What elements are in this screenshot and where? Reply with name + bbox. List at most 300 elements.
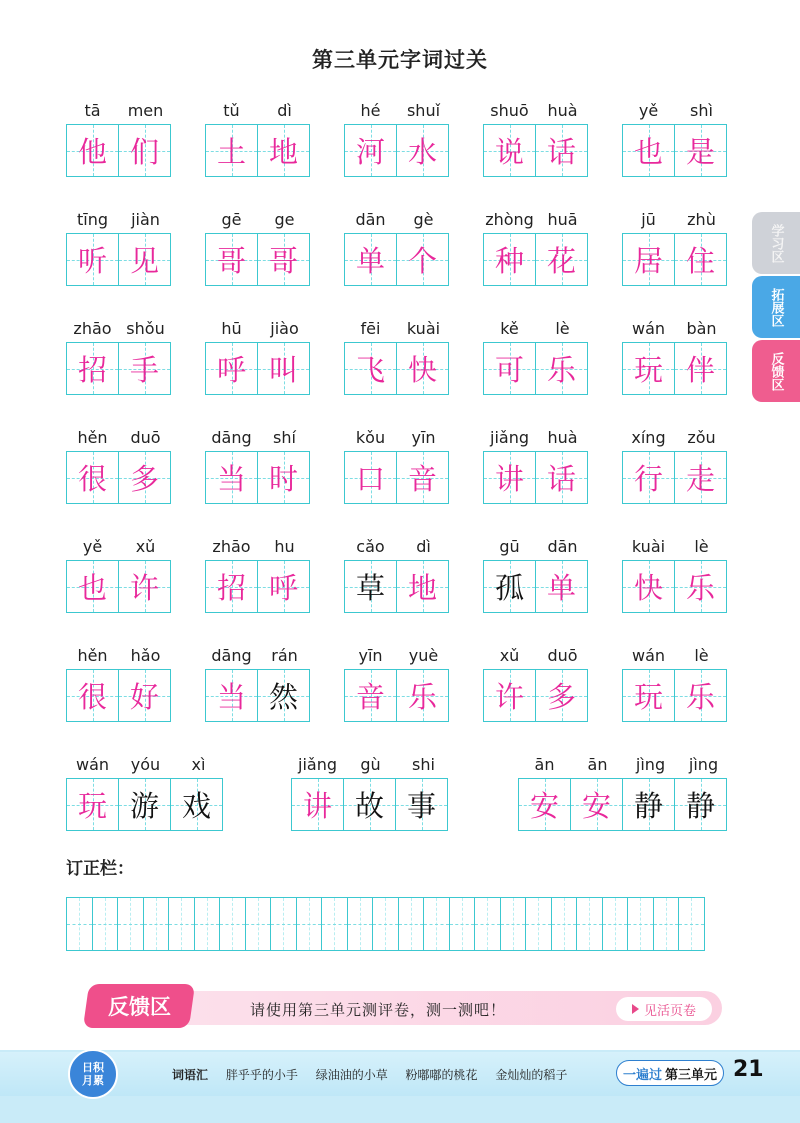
pinyin: zhòng [485, 210, 534, 229]
pinyin: hěn [77, 428, 108, 447]
character-boxes [622, 560, 727, 613]
pinyin-row [344, 314, 450, 338]
pinyin-row [483, 641, 589, 665]
character-box [343, 779, 395, 830]
character-boxes [205, 669, 310, 722]
character: 也 [633, 135, 663, 169]
pinyin-row [483, 314, 589, 338]
character-box [396, 343, 448, 394]
character: 乐 [546, 353, 576, 387]
word-item [622, 532, 728, 613]
correction-cell[interactable] [474, 898, 500, 950]
see-sheet-button[interactable] [616, 997, 712, 1021]
character-boxes [344, 124, 449, 177]
character-boxes [344, 233, 449, 286]
character-box [535, 452, 587, 503]
character-box [674, 234, 726, 285]
pinyin-row [483, 205, 589, 229]
character-boxes [483, 124, 588, 177]
pinyin: wán [631, 319, 666, 338]
word-item [291, 750, 450, 831]
character-boxes [205, 124, 310, 177]
character-boxes [344, 342, 449, 395]
pinyin: yě [82, 537, 103, 556]
pinyin: lè [694, 537, 709, 556]
correction-cell[interactable] [576, 898, 602, 950]
pinyin: zhù [687, 210, 716, 229]
character-box [170, 779, 222, 830]
character: 水 [407, 135, 437, 169]
pinyin: shǒu [126, 319, 165, 338]
brand-badge [616, 1060, 724, 1086]
character: 讲 [302, 789, 332, 823]
pinyin-row [483, 96, 589, 120]
character: 快 [633, 571, 663, 605]
character-box [206, 343, 257, 394]
character-box [206, 125, 257, 176]
character-box [345, 670, 396, 721]
pinyin-row [66, 641, 172, 665]
character: 单 [355, 244, 385, 278]
character: 说 [494, 135, 524, 169]
correction-cell[interactable] [525, 898, 551, 950]
character-box [67, 779, 118, 830]
character-box [118, 343, 170, 394]
pinyin-row [483, 532, 589, 556]
character-box [535, 125, 587, 176]
character-box [535, 343, 587, 394]
pinyin-row [66, 750, 225, 774]
character-box [484, 343, 535, 394]
pinyin: bàn [686, 319, 717, 338]
character-box [674, 670, 726, 721]
word-item [66, 641, 172, 722]
pinyin: dān [547, 537, 578, 556]
character: 音 [407, 462, 437, 496]
character-box [257, 125, 309, 176]
pinyin: dì [416, 537, 431, 556]
word-item [66, 532, 172, 613]
character: 然 [268, 680, 298, 714]
character: 孤 [494, 571, 524, 605]
character: 招 [77, 353, 107, 387]
character: 当 [216, 680, 246, 714]
character: 乐 [407, 680, 437, 714]
pinyin: jìng [688, 755, 719, 774]
pinyin-row [518, 750, 730, 774]
pinyin: tā [84, 101, 101, 120]
word-item [483, 532, 589, 613]
character: 哥 [216, 244, 246, 278]
character: 单 [546, 571, 576, 605]
vocab-label: 词语汇 [172, 1068, 209, 1082]
pinyin-row [622, 532, 728, 556]
character-box [206, 234, 257, 285]
correction-cell[interactable] [653, 898, 679, 950]
pinyin: huà [547, 101, 578, 120]
character-box [396, 452, 448, 503]
pinyin: jiào [270, 319, 299, 338]
character: 口 [355, 462, 385, 496]
pinyin: xǔ [499, 646, 520, 665]
character-boxes [344, 669, 449, 722]
character-box [206, 561, 257, 612]
correction-cell[interactable] [117, 898, 143, 950]
character: 叫 [268, 353, 298, 387]
character-box [257, 670, 309, 721]
correction-cell[interactable] [449, 898, 475, 950]
character: 故 [354, 789, 384, 823]
pinyin-row [344, 423, 450, 447]
correction-cell[interactable] [398, 898, 424, 950]
character: 安 [581, 789, 611, 823]
word-item [622, 205, 728, 286]
character-box [623, 125, 674, 176]
play-icon [632, 1004, 639, 1014]
pinyin: wán [631, 646, 666, 665]
pinyin: kǒu [355, 428, 386, 447]
pinyin: dāng [211, 428, 252, 447]
pinyin-row [66, 532, 172, 556]
character-box [535, 561, 587, 612]
correction-cell[interactable] [372, 898, 398, 950]
word-item [622, 641, 728, 722]
correction-cell[interactable] [67, 898, 92, 950]
pinyin: rán [271, 646, 298, 665]
word-item [205, 641, 311, 722]
pinyin-row [205, 314, 311, 338]
pinyin-row [344, 641, 450, 665]
pinyin: duō [130, 428, 161, 447]
character-boxes [483, 233, 588, 286]
character-boxes [205, 451, 310, 504]
tab-study[interactable]: 学习区 [752, 212, 800, 274]
word-item [483, 641, 589, 722]
character: 乐 [685, 680, 715, 714]
character-boxes [483, 560, 588, 613]
character-box [257, 452, 309, 503]
character: 地 [268, 135, 298, 169]
word-item [622, 314, 728, 395]
character-box [484, 452, 535, 503]
character: 很 [77, 680, 107, 714]
daily-logo [68, 1049, 118, 1099]
character: 住 [685, 244, 715, 278]
correction-cell[interactable] [321, 898, 347, 950]
character: 玩 [633, 680, 663, 714]
character-box [623, 452, 674, 503]
correction-cell[interactable] [270, 898, 296, 950]
pinyin-row [344, 205, 450, 229]
character: 戏 [181, 789, 211, 823]
character: 话 [546, 135, 576, 169]
character-box [674, 561, 726, 612]
character: 居 [633, 244, 663, 278]
character-box [535, 234, 587, 285]
pinyin: huà [547, 428, 578, 447]
character-box [206, 670, 257, 721]
word-item [205, 423, 311, 504]
character: 话 [546, 462, 576, 496]
correction-cell[interactable] [143, 898, 169, 950]
word-item [205, 205, 311, 286]
character-box [623, 343, 674, 394]
character: 玩 [77, 789, 107, 823]
character-boxes [66, 233, 171, 286]
pinyin-row [483, 423, 589, 447]
character: 走 [685, 462, 715, 496]
pinyin-row [66, 96, 172, 120]
character: 音 [355, 680, 385, 714]
character: 个 [407, 244, 437, 278]
character: 土 [216, 135, 246, 169]
pinyin: yuè [408, 646, 439, 665]
word-item [483, 314, 589, 395]
character: 种 [494, 244, 524, 278]
correction-cell[interactable] [627, 898, 653, 950]
word-item [483, 205, 589, 286]
character-boxes [205, 342, 310, 395]
word-item [344, 96, 450, 177]
pinyin: zǒu [687, 428, 716, 447]
tab-feedback[interactable]: 反馈区 [752, 340, 800, 402]
character: 玩 [633, 353, 663, 387]
word-item [66, 750, 225, 831]
pinyin: yóu [130, 755, 161, 774]
pinyin: jū [641, 210, 656, 229]
character-box [206, 452, 257, 503]
character: 安 [529, 789, 559, 823]
character-boxes [66, 124, 171, 177]
pinyin-row [205, 532, 311, 556]
character-box [257, 343, 309, 394]
pinyin: jiǎng [298, 755, 337, 774]
pinyin: gū [499, 537, 520, 556]
character-box [396, 125, 448, 176]
pinyin: zhāo [212, 537, 251, 556]
character: 多 [546, 680, 576, 714]
pinyin: yīn [411, 428, 436, 447]
character-box [118, 452, 170, 503]
character: 许 [494, 680, 524, 714]
character: 很 [77, 462, 107, 496]
character: 招 [216, 571, 246, 605]
pinyin: xíng [631, 428, 666, 447]
character-box [118, 779, 170, 830]
character-box [623, 234, 674, 285]
character-boxes [291, 778, 448, 831]
character-box [396, 670, 448, 721]
pinyin: cǎo [356, 537, 385, 556]
pinyin: tīng [76, 210, 108, 229]
word-item [622, 423, 728, 504]
pinyin: xì [191, 755, 206, 774]
character: 呼 [268, 571, 298, 605]
character-box [622, 779, 674, 830]
word-item [483, 96, 589, 177]
character-box [118, 670, 170, 721]
character: 也 [77, 571, 107, 605]
vocab-item: 粉嘟嘟的桃花 [405, 1068, 478, 1082]
see-sheet-label: 见活页卷 [643, 1003, 696, 1019]
character: 当 [216, 462, 246, 496]
pinyin: ge [274, 210, 295, 229]
pinyin-row [622, 205, 728, 229]
character-boxes [66, 669, 171, 722]
character-box [395, 779, 447, 830]
correction-cell[interactable] [168, 898, 194, 950]
feedback-badge [83, 984, 195, 1028]
character: 游 [129, 789, 159, 823]
character-boxes [66, 451, 171, 504]
character: 多 [129, 462, 159, 496]
vocab-item: 金灿灿的稻子 [495, 1068, 568, 1082]
pinyin: yě [638, 101, 659, 120]
character-box [535, 670, 587, 721]
page-number: 21 [733, 1057, 764, 1082]
character: 他 [77, 135, 107, 169]
correction-label: 订正栏： [66, 859, 134, 879]
correction-cell[interactable] [92, 898, 118, 950]
character: 时 [268, 462, 298, 496]
correction-cell[interactable] [245, 898, 271, 950]
pinyin-row [344, 532, 450, 556]
correction-cell[interactable] [678, 898, 704, 950]
word-item [66, 314, 172, 395]
character-box [674, 125, 726, 176]
character-box [484, 670, 535, 721]
word-item [205, 96, 311, 177]
character-boxes [622, 669, 727, 722]
character-boxes [66, 342, 171, 395]
character: 是 [685, 135, 715, 169]
character-box [484, 234, 535, 285]
pinyin: hu [274, 537, 295, 556]
character-boxes [518, 778, 727, 831]
pinyin: men [127, 101, 164, 120]
character: 见 [129, 244, 159, 278]
character: 呼 [216, 353, 246, 387]
correction-cell[interactable] [500, 898, 526, 950]
character: 好 [129, 680, 159, 714]
character-boxes [483, 451, 588, 504]
pinyin-row [291, 750, 450, 774]
correction-grid[interactable] [66, 897, 705, 951]
pinyin-row [622, 96, 728, 120]
character-box [67, 343, 118, 394]
pinyin: dān [355, 210, 386, 229]
character-box [396, 561, 448, 612]
pinyin: fēi [360, 319, 381, 338]
correction-cell[interactable] [423, 898, 449, 950]
pinyin-row [205, 96, 311, 120]
pinyin-row [205, 205, 311, 229]
pinyin: kuài [631, 537, 666, 556]
pinyin-row [344, 96, 450, 120]
character-box [292, 779, 343, 830]
correction-cell[interactable] [347, 898, 373, 950]
pinyin: xǔ [135, 537, 156, 556]
character-box [519, 779, 570, 830]
character-boxes [483, 342, 588, 395]
character: 事 [406, 789, 436, 823]
feedback-badge-label: 反馈区 [107, 995, 171, 1019]
pinyin: kuài [406, 319, 441, 338]
character: 哥 [268, 244, 298, 278]
pinyin: tǔ [223, 101, 240, 120]
character-box [674, 343, 726, 394]
pinyin: shuō [490, 101, 529, 120]
correction-cell[interactable] [551, 898, 577, 950]
character: 手 [129, 353, 159, 387]
character-boxes [622, 342, 727, 395]
pinyin: shuǐ [406, 101, 441, 120]
word-item [344, 423, 450, 504]
character: 行 [633, 462, 663, 496]
character: 地 [407, 571, 437, 605]
tab-extend[interactable]: 拓展区 [752, 276, 800, 338]
correction-cell[interactable] [296, 898, 322, 950]
pinyin: jiàn [131, 210, 160, 229]
pinyin: dì [277, 101, 292, 120]
pinyin: gē [221, 210, 242, 229]
side-tabs [752, 212, 800, 404]
logo-line2: 月累 [82, 1074, 104, 1087]
vocab-item: 胖乎乎的小手 [225, 1068, 298, 1082]
logo-line1: 日积 [82, 1061, 104, 1074]
pinyin: yīn [358, 646, 383, 665]
word-item [344, 641, 450, 722]
correction-cell[interactable] [602, 898, 628, 950]
character-box [257, 561, 309, 612]
character-boxes [66, 560, 171, 613]
character: 乐 [685, 571, 715, 605]
character: 花 [546, 244, 576, 278]
pinyin-row [205, 641, 311, 665]
character-box [67, 452, 118, 503]
pinyin: hé [360, 101, 381, 120]
character-boxes [344, 560, 449, 613]
character-box [674, 452, 726, 503]
pinyin-row [66, 423, 172, 447]
character-box [484, 125, 535, 176]
character-box [345, 125, 396, 176]
brand-unit: 第三单元 [665, 1067, 718, 1083]
character-boxes [66, 778, 223, 831]
character-box [67, 125, 118, 176]
character-box [67, 561, 118, 612]
feedback-text: 请使用第三单元测评卷，测一测吧！ [250, 1001, 507, 1019]
pinyin: hěn [77, 646, 108, 665]
word-item [344, 205, 450, 286]
pinyin: gù [360, 755, 381, 774]
character-box [345, 452, 396, 503]
character-box [396, 234, 448, 285]
vocab-item: 绿油油的小草 [315, 1068, 388, 1082]
character-box [674, 779, 726, 830]
correction-cell[interactable] [194, 898, 220, 950]
pinyin: lè [555, 319, 570, 338]
correction-cell[interactable] [219, 898, 245, 950]
pinyin-row [622, 423, 728, 447]
word-item [66, 96, 172, 177]
pinyin: dāng [211, 646, 252, 665]
pinyin: hū [221, 319, 242, 338]
pinyin: kě [500, 319, 519, 338]
character-boxes [622, 124, 727, 177]
word-item [518, 750, 730, 831]
pinyin: shì [690, 101, 713, 120]
